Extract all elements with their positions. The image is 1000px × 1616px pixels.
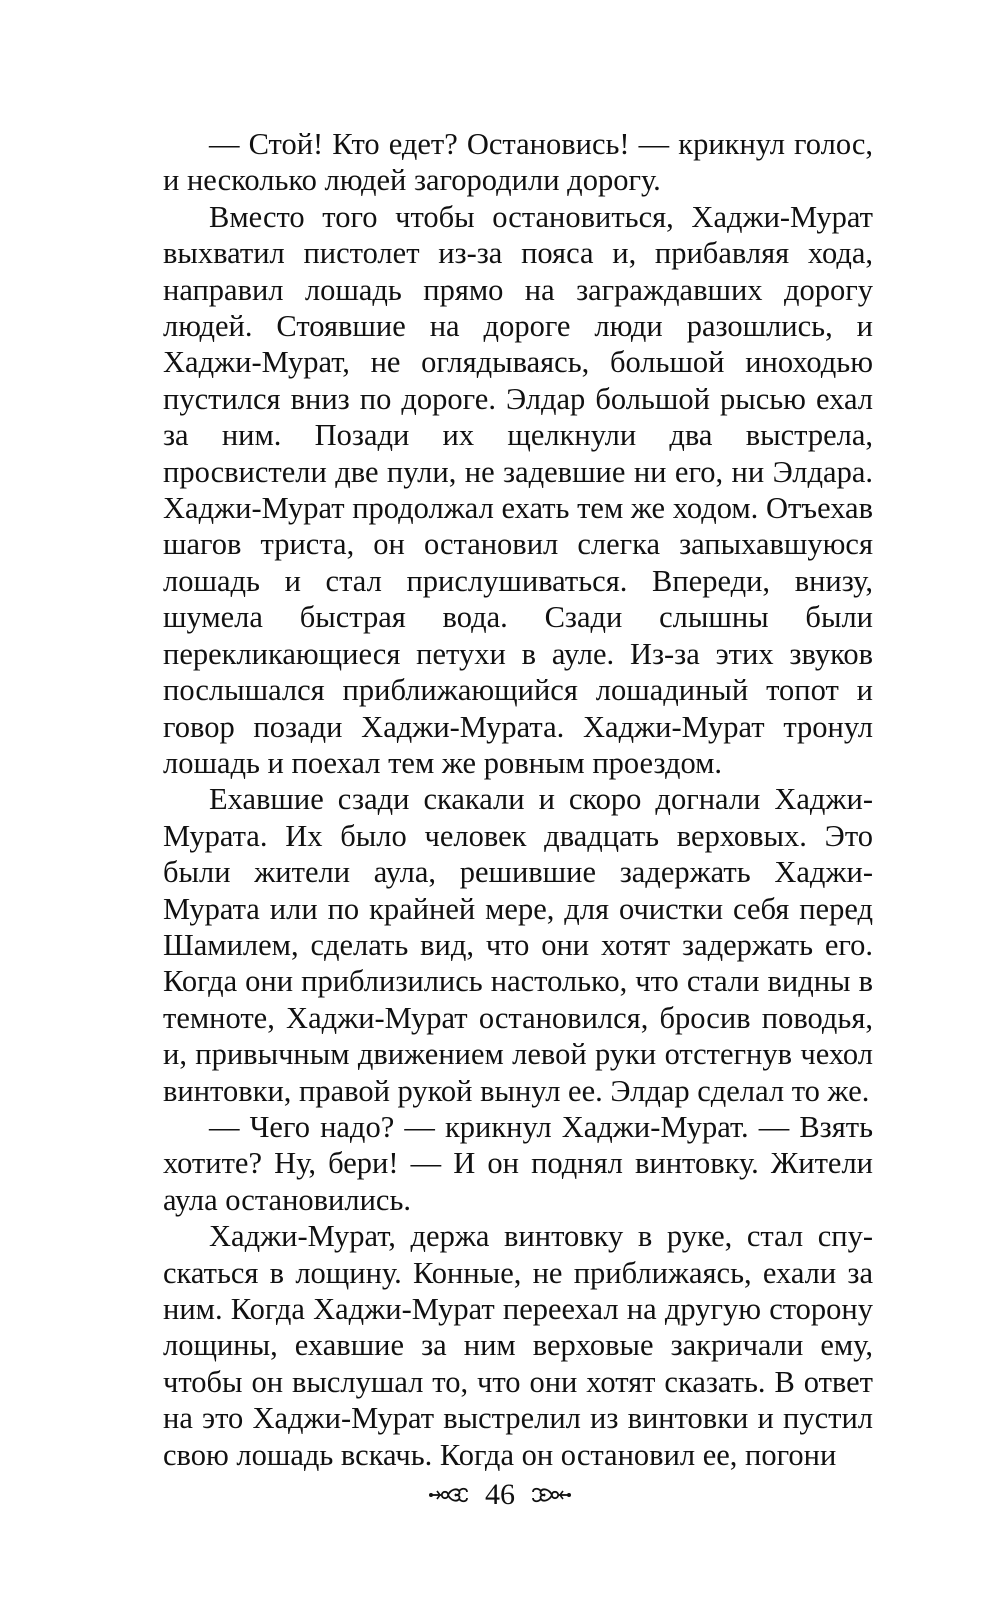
page-footer [0,1470,1000,1520]
paragraph: — Стой! Кто едет? Остановись! — крикнул голос, и несколько людей загородили дорогу. [163,127,873,198]
flourish-left-icon [427,1482,471,1508]
paragraph: Ехавшие сзади скакали и скоро догнали Хаджи-Мурата. Их было человек двадцать верховых. Это были жители аула, решившие задержать Хаджи-Мурата или по крайней мере, для очистки себя перед Шамилем, сделать вид, что они хотят задержать его. Когда они приблизились настолько, что стали видны в темноте, Хаджи-Мурат остановился, бросив поводья, и, привычным движением левой руки отстегнув чехол винтовки, правой рукой вынул ее. Элдар сделал то же. [163,782,873,1108]
paragraph: — Чего надо? — крикнул Хаджи-Мурат. — Взять хотите? Ну, бери! — И он поднял винтовку. Жители аула остановились. [163,1109,873,1217]
paragraph: Вместо того чтобы остановиться, Хаджи-Мурат выхватил пистолет из-за пояса и, прибавляя хода, направил лошадь прямо на заграждавших дорогу людей. Стоявшие на дороге люди разошлись, и Хаджи-Мурат, не оглядываясь, большой иноходью пустился вниз по дороге. Элдар большой рысью ехал за ним. Позади их щелкнули два выстрела, просвистели две пули, не задевшие ни его, ни Элдара. Хаджи-Мурат продолжал ехать тем же ходом. Отъехав шагов триста, он остановил слегка запыхавшуюся лошадь и стал прислушиваться. Впереди, внизу, шумела быстрая вода. Сзади слышны были перекликающиеся петухи в ауле. Из-за этих звуков послышался приближающийся лошадиный топот и говор позади Хаджи-Мурата. Хаджи-Мурат тронул лошадь и поехал тем же ровным проездом. [163,199,873,780]
paragraph: Хаджи-Мурат, держа винтовку в руке, стал спускаться в лощину. Конные, не приближаясь, ехали за ним. Когда Хаджи-Мурат переехал на другую сторону лощины, ехавшие за ним верховые закричали ему, чтобы он выслушал то, что они хотят сказать. В ответ на это Хаджи-Мурат выстрелил из винтовки и пустил свою лошадь вскачь. Когда он остановил ее, погони [163,1219,873,1472]
flourish-right-icon [529,1482,573,1508]
page-number: 46 [485,1478,515,1511]
page-body-text [163,126,873,1473]
